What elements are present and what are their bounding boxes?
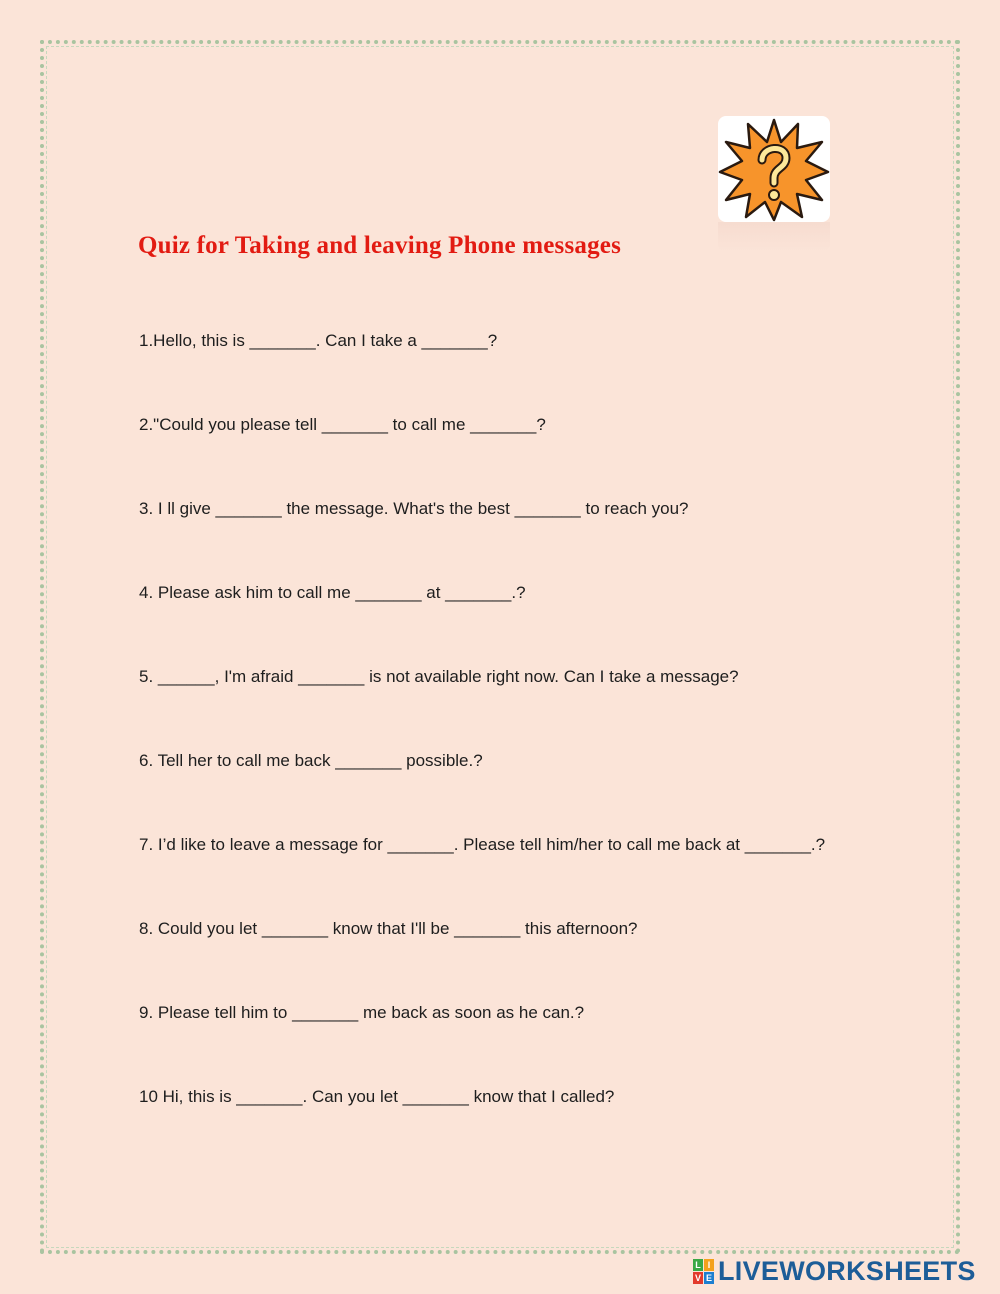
badge-reflection [718,222,830,252]
question-2: 2."Could you please tell _______ to call me _______? [139,415,546,434]
liveworksheets-brand: LIVEWORKSHEETS [718,1255,976,1286]
question-7: 7. I’d like to leave a message for _______. Please tell him/her to call me back at _______.? [139,835,826,854]
liveworksheets-mark-icon [693,1259,714,1284]
question-5: 5. ______, I'm afraid _______ is not available right now. Can I take a message? [139,667,739,686]
question-4: 4. Please ask him to call me _______ at _______.? [139,583,526,602]
logo-letter: E [705,1272,712,1283]
question-8: 8. Could you let _______ know that I'll be _______ this afternoon? [139,919,638,938]
worksheet-title: Quiz for Taking and leaving Phone messages [138,232,622,259]
question-3: 3. I ll give _______ the message. What's the best _______ to reach you? [139,499,689,518]
question-badge [718,116,830,222]
logo-letter: I [704,1259,714,1271]
question-10: 10 Hi, this is _______. Can you let _______ know that I called? [139,1087,615,1106]
question-6: 6. Tell her to call me back _______ possible.? [139,751,483,770]
question-9: 9. Please tell him to _______ me back as soon as he can.? [139,1003,585,1022]
logo-letter: V [694,1272,701,1283]
logo-letter: L [693,1259,703,1271]
liveworksheets-logo[interactable] [693,1256,976,1286]
question-1: 1.Hello, this is _______. Can I take a _______? [139,331,498,350]
question-burst-icon [718,116,830,222]
